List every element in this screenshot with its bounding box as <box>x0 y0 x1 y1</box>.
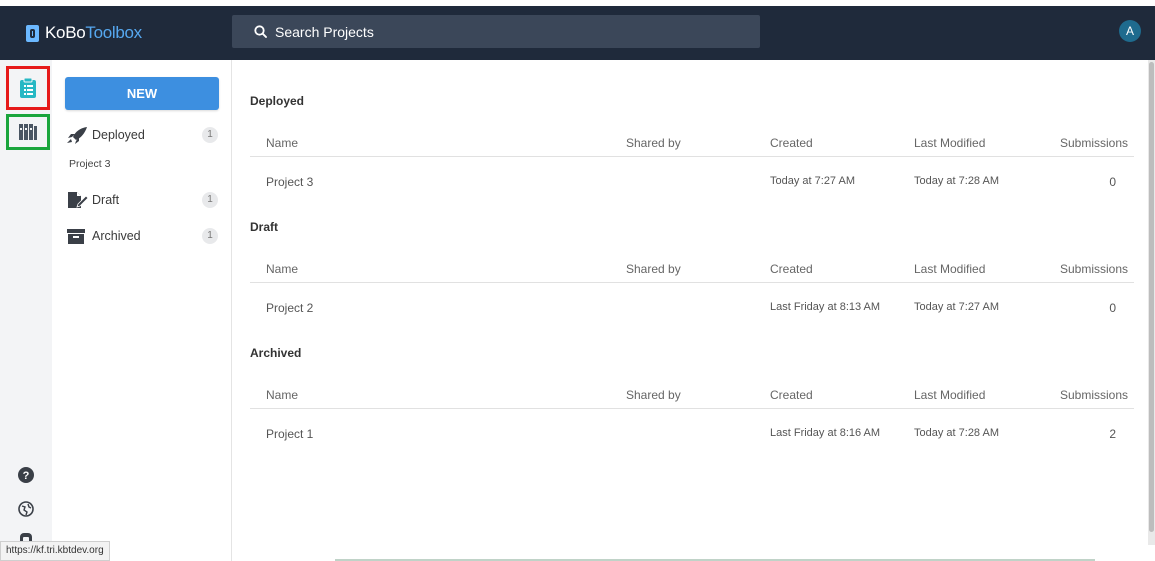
column-header-name[interactable]: Name <box>266 262 299 276</box>
search-projects-bar[interactable] <box>232 15 760 48</box>
new-project-button[interactable]: NEW <box>65 77 219 110</box>
table-row[interactable] <box>250 292 1134 322</box>
forms-icon <box>19 77 37 99</box>
column-header-shared-by[interactable]: Shared by <box>626 262 681 276</box>
section-title-archived: Archived <box>250 346 302 360</box>
project-name[interactable]: Project 2 <box>266 301 314 315</box>
projects-sidebar <box>52 60 232 561</box>
svg-text:?: ? <box>22 470 30 482</box>
top-bar <box>0 0 1155 60</box>
logo-text-secondary: Toolbox <box>85 23 142 42</box>
sidebar-item-label: Archived <box>92 229 141 243</box>
count-badge: 1 <box>202 127 218 143</box>
table-header-row <box>250 253 1134 283</box>
globe-icon[interactable] <box>17 500 35 518</box>
sidebar-item-label: Draft <box>92 193 120 207</box>
user-avatar[interactable]: A <box>1119 20 1141 42</box>
search-placeholder: Search Projects <box>275 23 374 40</box>
column-header-submissions[interactable]: Submissions <box>1059 388 1128 402</box>
modified-date: Today at 7:28 AM <box>914 175 999 187</box>
scrollbar-thumb[interactable] <box>1149 62 1154 532</box>
project-name[interactable]: Project 1 <box>266 427 314 441</box>
help-icon[interactable] <box>17 466 35 484</box>
count-badge: 1 <box>202 192 218 208</box>
section-title-deployed: Deployed <box>250 94 305 108</box>
table-header-row <box>250 379 1134 409</box>
submission-count: 2 <box>1109 427 1116 441</box>
column-header-created[interactable]: Created <box>770 262 813 276</box>
column-header-name[interactable]: Name <box>266 136 299 150</box>
modified-date: Today at 7:27 AM <box>914 301 999 313</box>
sidebar-subitem-project[interactable]: Project 3 <box>69 158 111 170</box>
count-badge: 1 <box>202 228 218 244</box>
column-header-shared-by[interactable]: Shared by <box>626 136 681 150</box>
icon-rail <box>0 60 52 561</box>
column-header-last-modified[interactable]: Last Modified <box>914 262 986 276</box>
project-name[interactable]: Project 3 <box>266 175 314 189</box>
logo-text-primary: KoBo <box>45 23 86 42</box>
archive-icon <box>66 227 88 245</box>
projects-list <box>232 60 1148 561</box>
sidebar-item-draft[interactable] <box>66 191 218 209</box>
column-header-created[interactable]: Created <box>770 388 813 402</box>
section-title-draft: Draft <box>250 220 279 234</box>
submission-count: 0 <box>1109 301 1116 315</box>
draft-icon <box>66 191 88 209</box>
column-header-last-modified[interactable]: Last Modified <box>914 388 986 402</box>
table-header-row <box>250 127 1134 157</box>
logo-icon <box>26 25 39 42</box>
column-header-name[interactable]: Name <box>266 388 299 402</box>
submission-count: 0 <box>1109 175 1116 189</box>
vertical-scrollbar[interactable] <box>1148 60 1155 545</box>
top-strip <box>0 0 1155 6</box>
status-bar-url: https://kf.tri.kbtdev.org <box>0 541 110 561</box>
column-header-created[interactable]: Created <box>770 136 813 150</box>
search-icon <box>254 25 267 38</box>
created-date: Last Friday at 8:13 AM <box>770 301 881 313</box>
created-date: Last Friday at 8:16 AM <box>770 427 881 439</box>
table-row[interactable] <box>250 166 1134 196</box>
created-date: Today at 7:27 AM <box>770 175 855 187</box>
sidebar-item-archived[interactable] <box>66 227 218 245</box>
sidebar-item-label: Deployed <box>92 128 145 142</box>
column-header-submissions[interactable]: Submissions <box>1059 136 1128 150</box>
kobotoolbox-logo[interactable] <box>26 20 142 46</box>
column-header-shared-by[interactable]: Shared by <box>626 388 681 402</box>
rocket-icon <box>66 126 88 144</box>
table-row[interactable] <box>250 418 1134 448</box>
column-header-submissions[interactable]: Submissions <box>1059 262 1128 276</box>
library-icon <box>18 123 38 141</box>
modified-date: Today at 7:28 AM <box>914 427 999 439</box>
library-nav-button[interactable] <box>6 114 50 150</box>
column-header-last-modified[interactable]: Last Modified <box>914 136 986 150</box>
forms-nav-button[interactable] <box>6 66 50 110</box>
sidebar-item-deployed[interactable] <box>66 126 218 144</box>
